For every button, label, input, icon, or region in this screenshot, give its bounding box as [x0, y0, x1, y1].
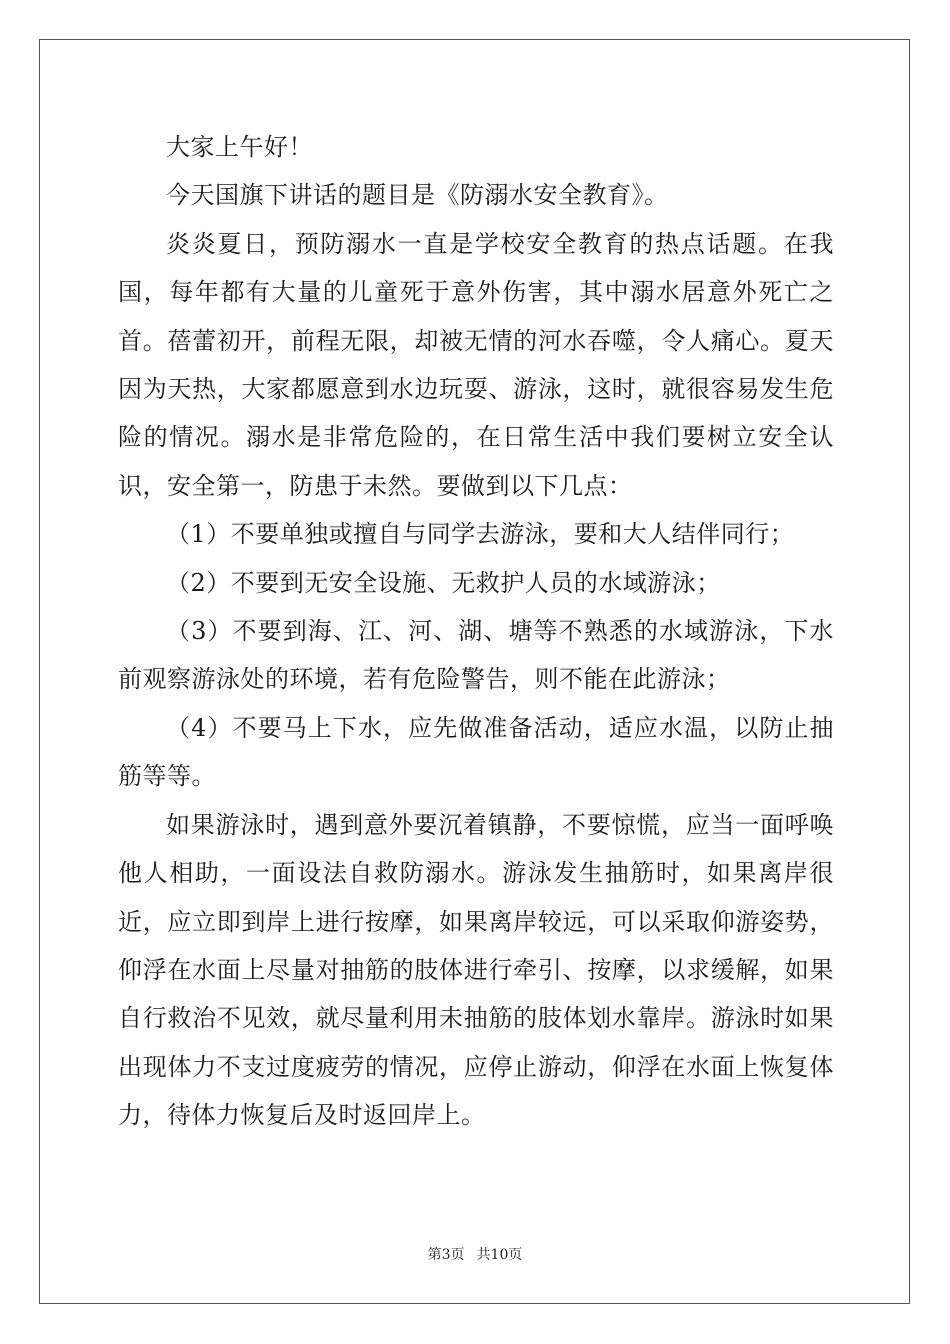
page-total: 共10页 — [476, 1247, 523, 1263]
page-footer — [0, 1245, 950, 1265]
paragraph-rule-4: （4）不要马上下水，应先做准备活动，适应水温，以防止抽筋等等。 — [118, 713, 834, 791]
paragraph-self-rescue: 如果游泳时，遇到意外要沉着镇静，不要惊慌，应当一面呼唤他人相助，一面设法自救防溺水。游泳发生抽筋时，如果离岸很近，应立即到岸上进行按摩，如果离岸较远，可以采取仰游姿势，仰浮在水面上尽量对抽筋的肢体进行牵引、按摩，以求缓解，如果自行救治不见效，就尽量利用未抽筋的肢体划水靠岸。游泳时如果出现体力不支过度疲劳的情况，应停止游动，仰浮在水面上恢复体力，待体力恢复后及时返回岸上。 — [118, 810, 834, 1130]
paragraph-intro: 炎炎夏日，预防溺水一直是学校安全教育的热点话题。在我国，每年都有大量的儿童死于意外伤害，其中溺水居意外死亡之首。蓓蕾初开，前程无限，却被无情的河水吞噬，令人痛心。夏天因为天热，大家都愿意到水边玩耍、游泳，这时，就很容易发生危险的情况。溺水是非常危险的，在日常生活中我们要树立安全认识，安全第一，防患于未然。要做到以下几点： — [118, 229, 834, 500]
paragraph-rule-2: （2）不要到无安全设施、无救护人员的水域游泳； — [166, 568, 721, 597]
paragraph-rule-3: （3）不要到海、江、河、湖、塘等不熟悉的水域游泳，下水前观察游泳处的环境，若有危险警告，则不能在此游泳； — [118, 617, 834, 694]
paragraph-rule-1: （1）不要单独或擅自与同学去游泳，要和大人结伴同行； — [166, 520, 795, 549]
paragraph-greeting: 大家上午好！ — [166, 133, 313, 161]
document-body — [118, 123, 834, 1140]
page-number: 第3页 — [427, 1247, 465, 1263]
paragraph-topic: 今天国旗下讲话的题目是《防溺水安全教育》。 — [166, 181, 669, 210]
